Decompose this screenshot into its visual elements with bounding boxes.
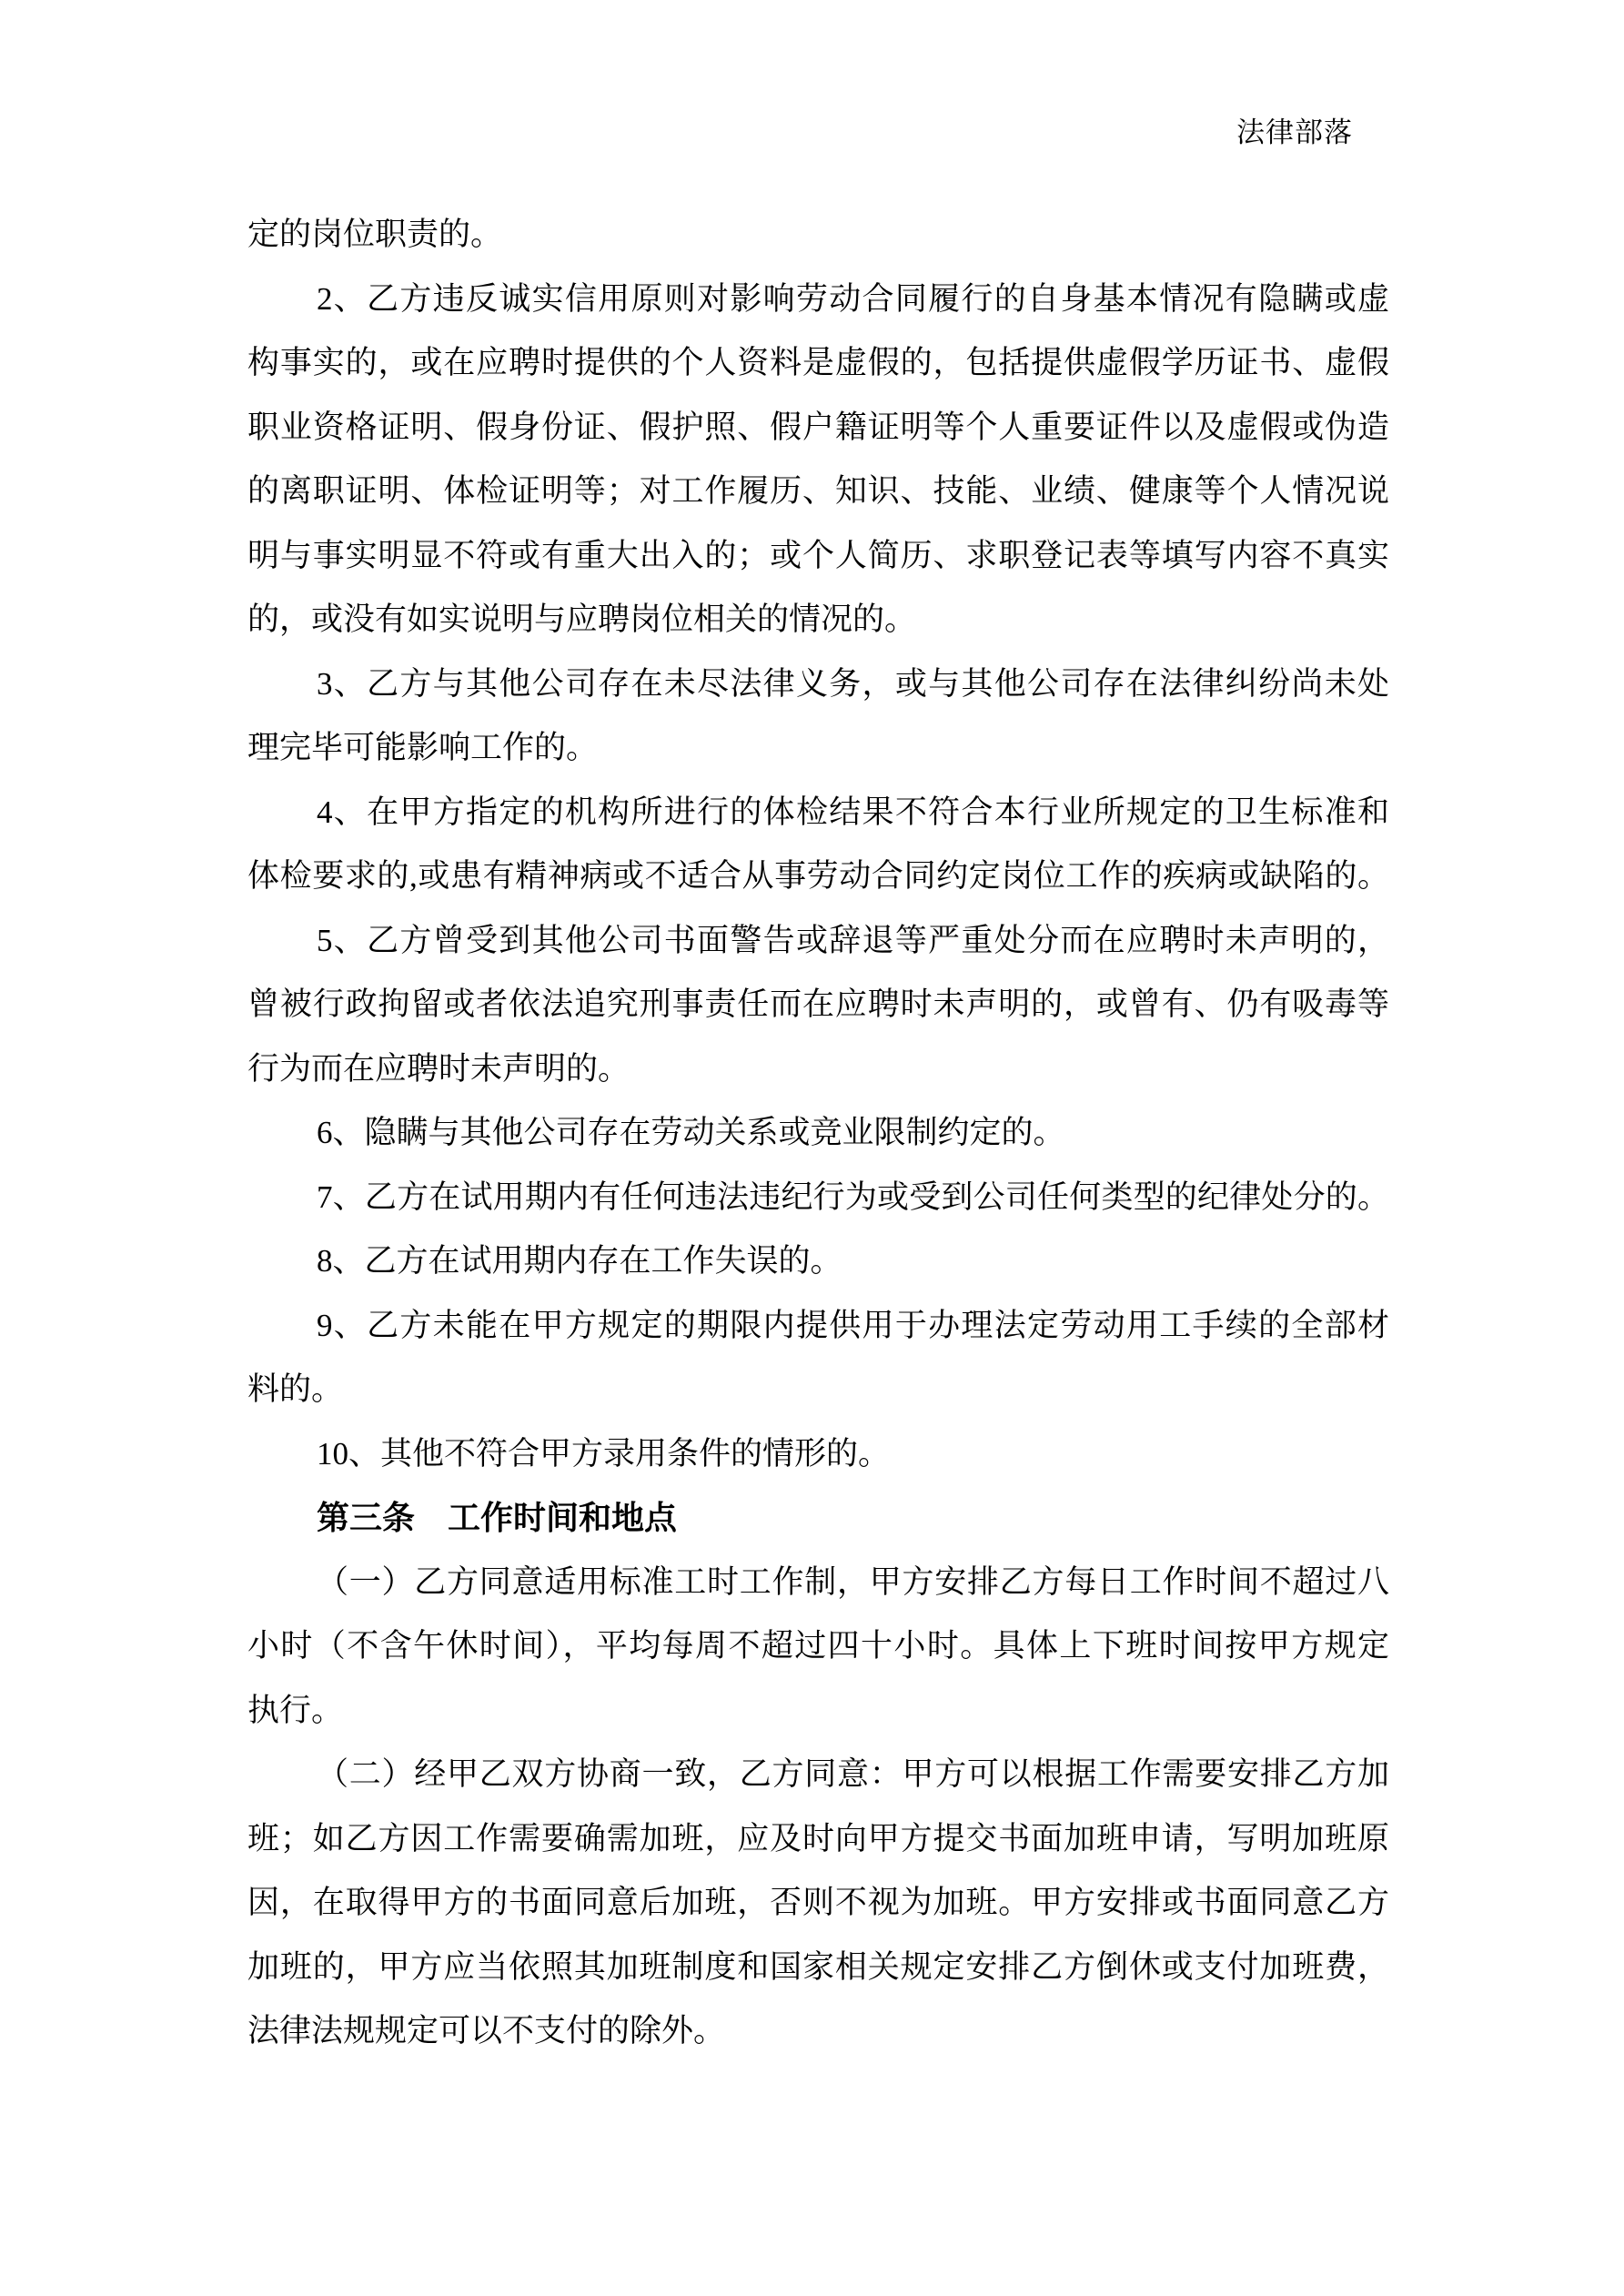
text-line: 3、乙方与其他公司存在未尽法律义务，或与其他公司存在法律纠纷尚未处 (317, 665, 1389, 702)
text-line: 职业资格证明、假身份证、假护照、假户籍证明等个人重要证件以及虚假或伪造 (247, 409, 1389, 445)
section-heading: 第三条 工作时间和地点 (317, 1499, 678, 1536)
text-line: 5、乙方曾受到其他公司书面警告或辞退等严重处分而在应聘时未声明的， (317, 922, 1389, 958)
text-line: 构事实的，或在应聘时提供的个人资料是虚假的，包括提供虚假学历证书、虚假 (247, 345, 1389, 380)
text-line: 4、在甲方指定的机构所进行的体检结果不符合本行业所规定的卫生标准和 (317, 794, 1389, 830)
text-line: 6、隐瞒与其他公司存在劳动关系或竞业限制约定的。 (317, 1115, 1065, 1150)
text-line: 班；如乙方因工作需要确需加班，应及时向甲方提交书面加班申请，写明加班原 (247, 1820, 1389, 1856)
page-header (1236, 118, 1353, 147)
text-line: 料的。 (247, 1371, 344, 1407)
text-line: 行为而在应聘时未声明的。 (247, 1050, 630, 1087)
text-line: 执行。 (247, 1692, 344, 1728)
text-line: 明与事实明显不符或有重大出入的；或个人简历、求职登记表等填写内容不真实 (247, 537, 1389, 573)
text-line: 因，在取得甲方的书面同意后加班，否则不视为加班。甲方安排或书面同意乙方 (247, 1885, 1389, 1920)
text-line: （一）乙方同意适用标准工时工作制，甲方安排乙方每日工作时间不超过八 (317, 1563, 1389, 1600)
text-line: （二）经甲乙双方协商一致，乙方同意：甲方可以根据工作需要安排乙方加 (317, 1756, 1389, 1792)
text-line: 曾被行政拘留或者依法追究刑事责任而在应聘时未声明的，或曾有、仍有吸毒等 (247, 986, 1389, 1022)
text-line: 的离职证明、体检证明等；对工作履历、知识、技能、业绩、健康等个人情况说 (247, 473, 1389, 509)
text-line: 加班的，甲方应当依照其加班制度和国家相关规定安排乙方倒休或支付加班费， (247, 1948, 1389, 1985)
text-line: 小时（不含午休时间），平均每周不超过四十小时。具体上下班时间按甲方规定 (247, 1628, 1389, 1664)
text-line: 7、乙方在试用期内有任何违法违纪行为或受到公司任何类型的纪律处分的。 (317, 1178, 1389, 1215)
text-line: 定的岗位职责的。 (247, 217, 503, 252)
text-line: 体检要求的,或患有精神病或不适合从事劳动合同约定岗位工作的疾病或缺陷的。 (247, 858, 1389, 894)
brand-label: 法律部落 (1236, 116, 1353, 148)
text-line: 2、乙方违反诚实信用原则对影响劳动合同履行的自身基本情况有隐瞒或虚 (317, 280, 1389, 317)
document-body (247, 203, 1389, 2064)
text-line: 理完毕可能影响工作的。 (247, 730, 599, 765)
text-line: 法律法规规定可以不支付的除外。 (247, 2013, 726, 2048)
text-line: 的，或没有如实说明与应聘岗位相关的情况的。 (247, 602, 917, 637)
text-line: 9、乙方未能在甲方规定的期限内提供用于办理法定劳动用工手续的全部材 (317, 1307, 1389, 1343)
text-line: 10、其他不符合甲方录用条件的情形的。 (317, 1435, 891, 1472)
text-line: 8、乙方在试用期内存在工作失误的。 (317, 1243, 842, 1279)
